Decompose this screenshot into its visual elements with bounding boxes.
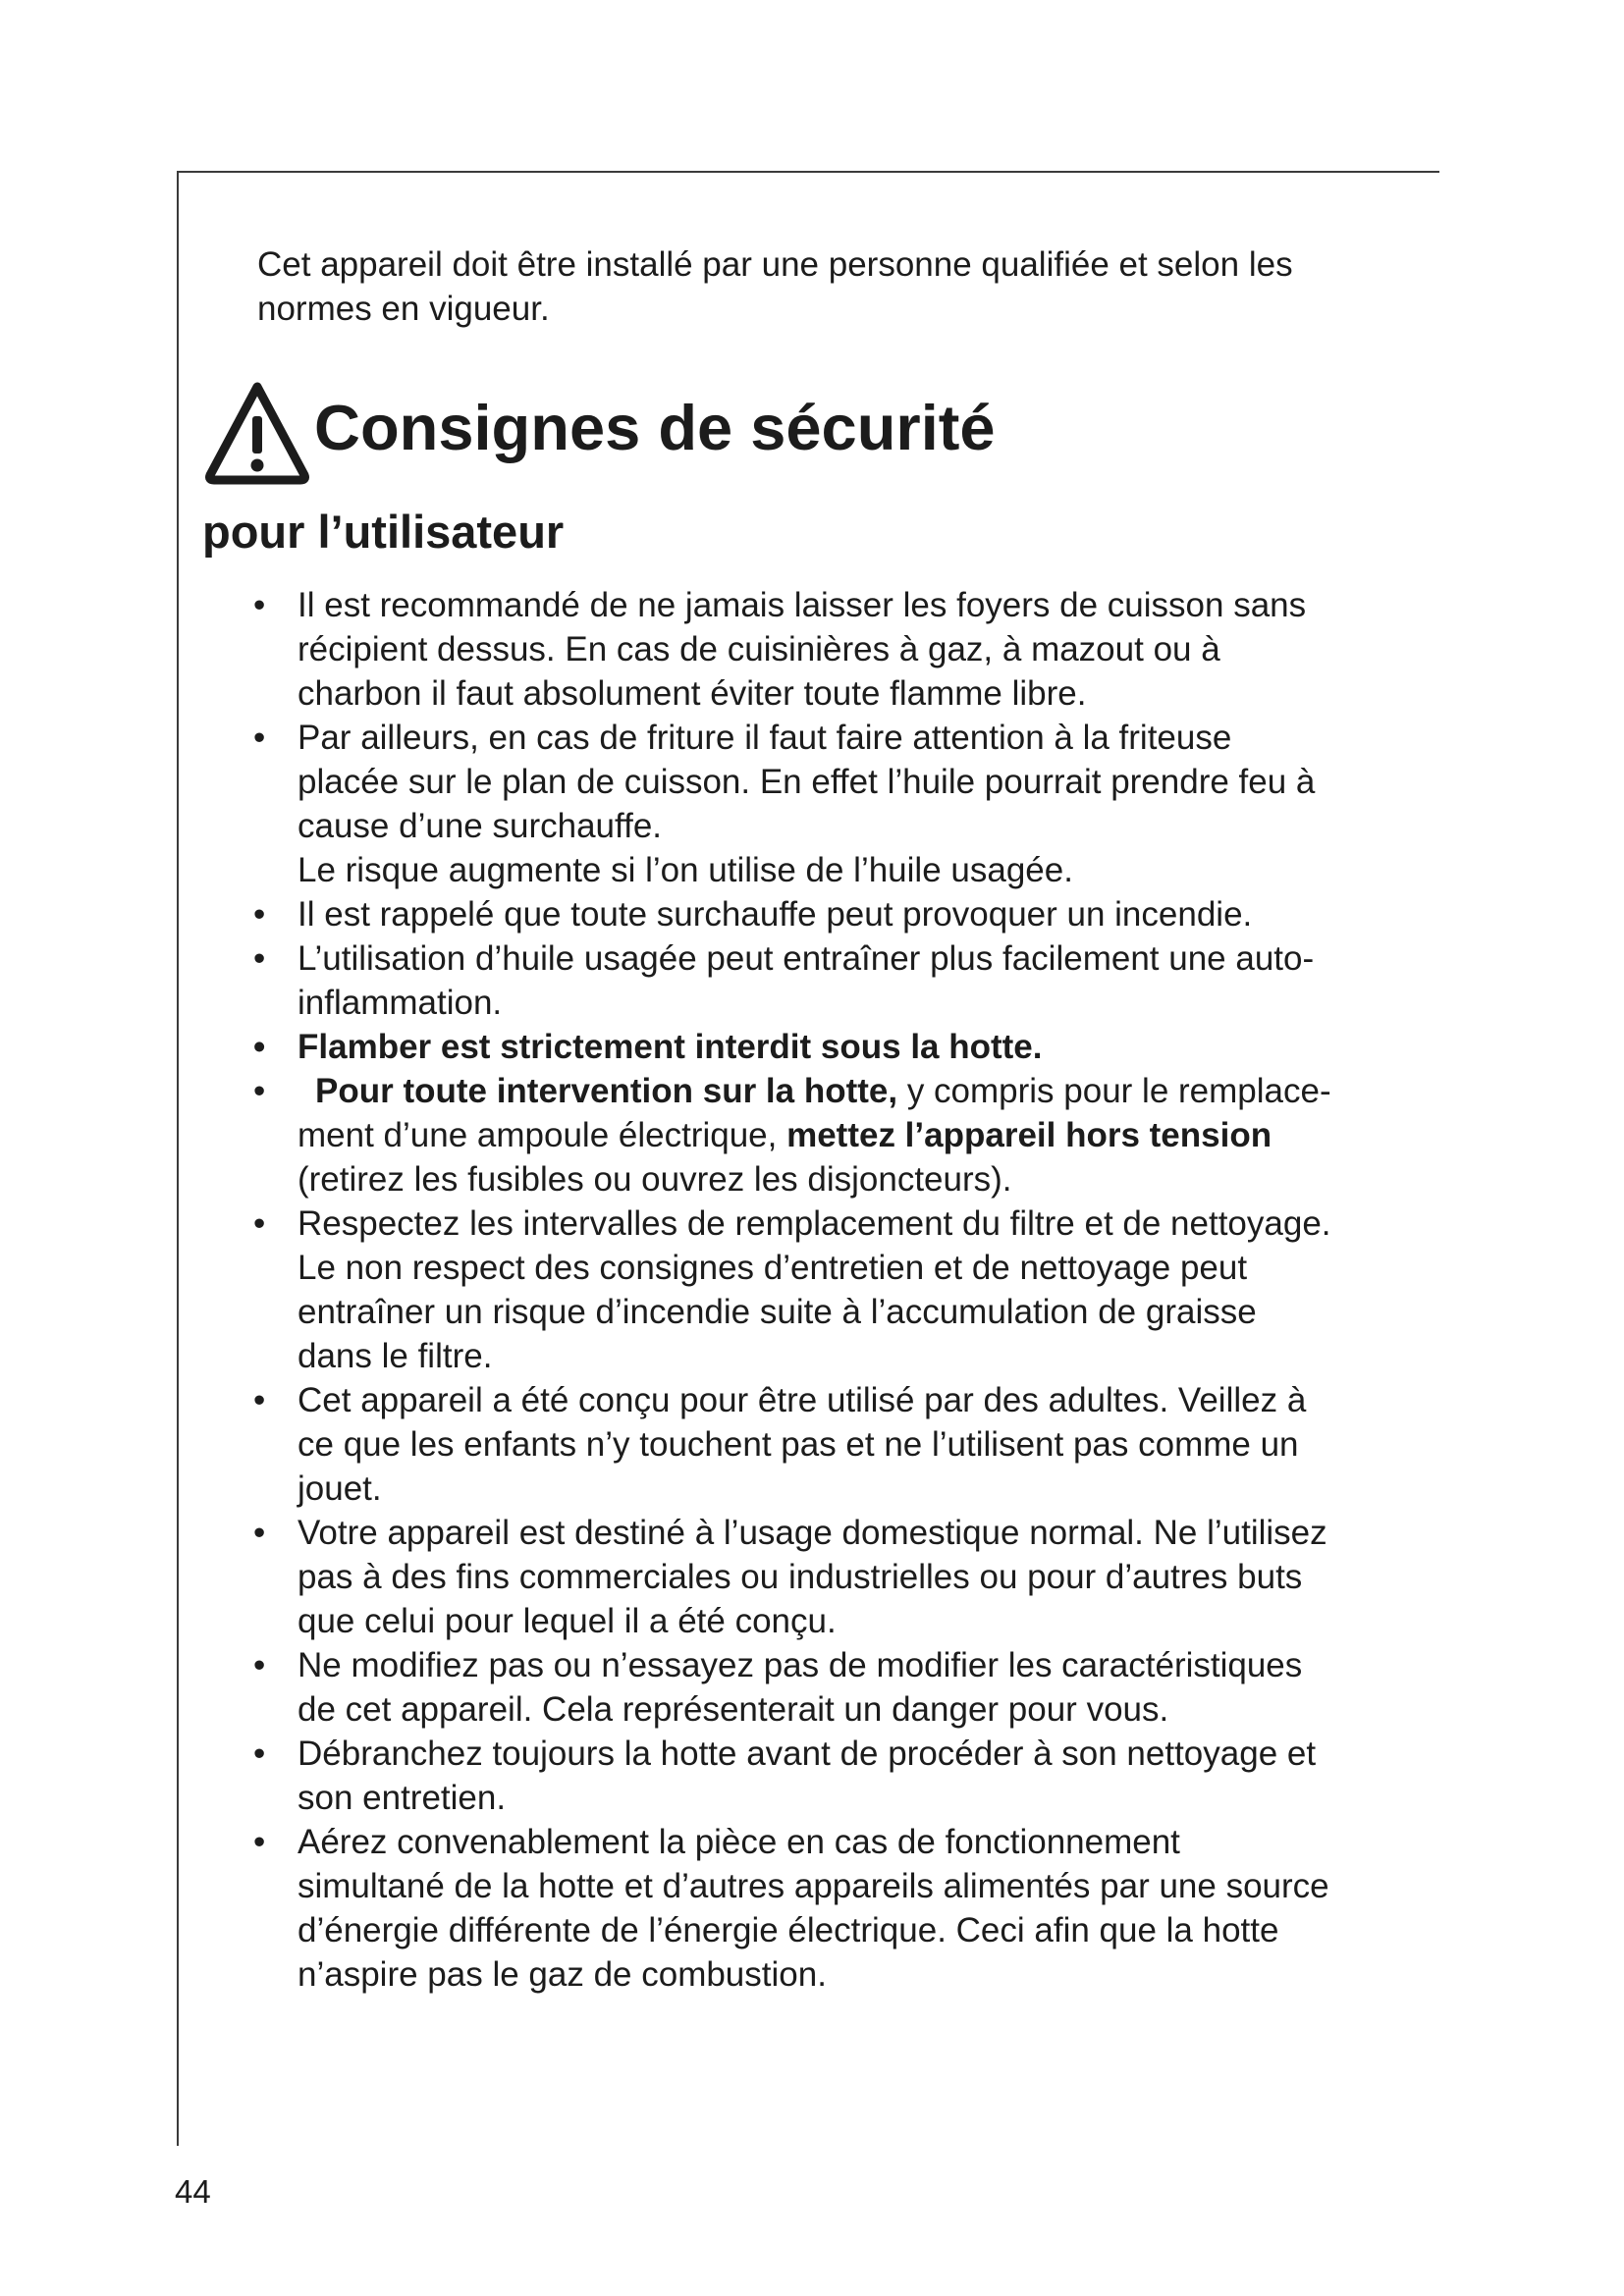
item-line: de cet appareil. Cela représenterait un danger pour vous. [298,1690,1169,1729]
bullet-marker: • [253,1514,266,1552]
item-line: jouet. [298,1469,382,1508]
item-line: que celui pour lequel il a été conçu. [298,1602,837,1640]
item-line: Cet appareil a été conçu pour être utilisé par des adultes. Veillez à [298,1381,1307,1419]
warning-triangle-icon [202,379,312,485]
item-line: (retirez les fusibles ou ouvrez les disjoncteurs). [298,1160,1012,1199]
bullet-marker: • [253,1381,266,1419]
item-line: inflammation. [298,984,503,1022]
bullet-marker: • [253,1072,266,1110]
item-line: d’énergie différente de l’énergie électrique. Ceci afin que la hotte [298,1911,1279,1949]
item-line: placée sur le plan de cuisson. En effet l’huile pourrait prendre feu à [298,763,1316,801]
item-line: Le non respect des consignes d’entretien et de nettoyage peut [298,1249,1248,1287]
item-line: ce que les enfants n’y touchent pas et ne l’utilisent pas comme un [298,1425,1299,1464]
top-rule [177,171,1439,173]
item-line: Respectez les intervalles de remplacement du filtre et de nettoyage. [298,1204,1331,1243]
list-item [253,1820,1432,1997]
item-line: n’aspire pas le gaz de combustion. [298,1955,827,1994]
item-line-bold: Flamber est strictement interdit sous la hotte. [298,1028,1043,1066]
list-item [253,583,1432,716]
section-heading [202,378,996,486]
intro-line: normes en vigueur. [257,290,550,328]
list-item [253,1732,1432,1820]
item-line: charbon il faut absolument éviter toute flamme libre. [298,674,1087,713]
item-line: Votre appareil est destiné à l’usage domestique normal. Ne l’utilisez [298,1514,1327,1552]
list-item [253,1201,1432,1378]
left-margin-rule [177,171,179,2146]
bullet-marker: • [253,1735,266,1773]
item-line: dans le filtre. [298,1337,493,1375]
item-line: Ne modifiez pas ou n’essayez pas de modifier les caractéristiques [298,1646,1303,1684]
item-line: Par ailleurs, en cas de friture il faut faire attention à la friteuse [298,719,1232,757]
page-title: Consignes de sécurité [314,391,996,463]
item-line: Il est rappelé que toute surchauffe peut provoquer un incendie. [298,895,1253,934]
bullet-marker: • [253,1204,266,1243]
item-line: entraîner un risque d’incendie suite à l’accumulation de graisse [298,1293,1257,1331]
page-number: 44 [175,2173,211,2210]
item-line: L’utilisation d’huile usagée peut entraîner plus facilement une auto- [298,939,1315,978]
list-item [253,716,1432,892]
list-item [253,1069,1432,1201]
list-item [253,1511,1432,1643]
item-line: pas à des fins commerciales ou industrielles ou pour d’autres buts [298,1558,1303,1596]
intro-line: Cet appareil doit être installé par une personne qualifiée et selon les [257,245,1293,284]
list-item [253,936,1432,1025]
item-line: Débranchez toujours la hotte avant de procéder à son nettoyage et [298,1735,1317,1773]
bullet-marker: • [253,1028,266,1066]
list-item [253,892,1432,936]
intro-paragraph [257,242,1416,331]
item-text: y compris pour le remplace- [897,1072,1331,1110]
item-line: Aérez convenablement la pièce en cas de fonctionnement [298,1823,1180,1861]
item-line: récipient dessus. En cas de cuisinières à gaz, à mazout ou à [298,630,1220,668]
bullet-marker: • [253,1646,266,1684]
bullet-marker: • [253,1823,266,1861]
bullet-marker: • [253,719,266,757]
bullet-marker: • [253,586,266,624]
item-text-bold: mettez l’appareil hors tension [786,1116,1272,1154]
item-line: son entretien. [298,1779,507,1817]
list-item [253,1378,1432,1511]
item-line: simultané de la hotte et d’autres appareils alimentés par une source [298,1867,1329,1905]
bullet-marker: • [253,939,266,978]
item-line: cause d’une surchauffe. [298,807,663,845]
list-item [253,1643,1432,1732]
item-line [315,1069,1449,1113]
item-line [298,1113,1432,1157]
item-text: ment d’une ampoule électrique, [298,1116,787,1154]
item-line: Il est recommandé de ne jamais laisser les foyers de cuisson sans [298,586,1307,624]
item-text-bold: Pour toute intervention sur la hotte, [315,1072,898,1110]
safety-instructions-list [253,583,1432,1997]
page-subtitle: pour l’utilisateur [202,506,565,558]
bullet-marker: • [253,895,266,934]
item-line: Le risque augmente si l’on utilise de l’huile usagée. [298,851,1073,889]
list-item [253,1025,1432,1069]
